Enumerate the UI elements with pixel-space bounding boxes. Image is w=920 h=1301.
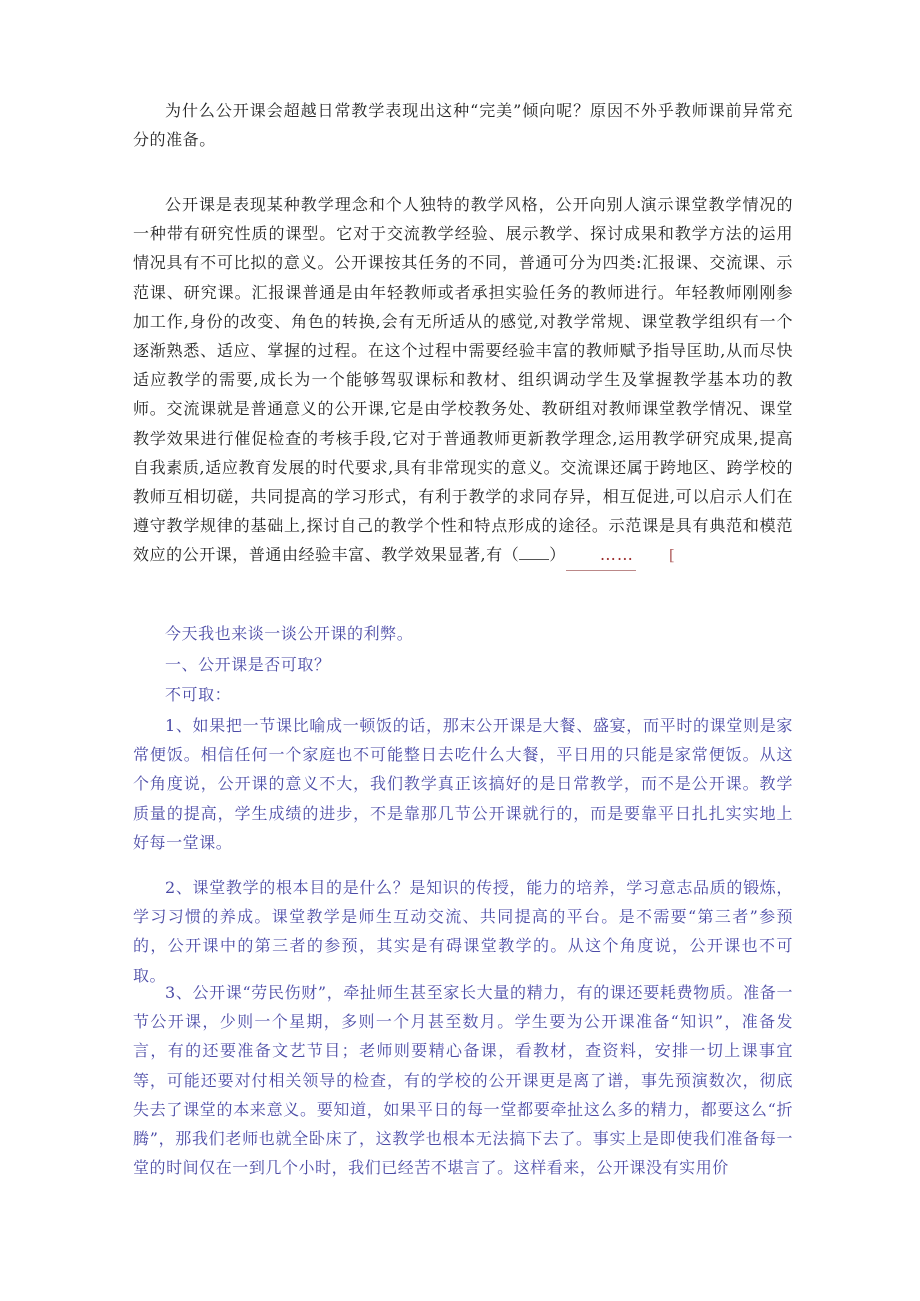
paragraph-point-1: 1、如果把一节课比喻成一顿饭的话，那末公开课是大餐、盛宴，而平时的课堂则是家常便饭。相信任何一个家庭也不可能整日去吃什么大餐，平日用的只能是家常便饭。从这个角度说，公开课的意义不大，我们教学真正该搞好的是日常教学，而不是公开课。教学质量的提高，学生成绩的进步，不是靠那几节公开课就行的，而是要靠平日扎扎实实地上好每一堂课。 (133, 716, 793, 852)
close-paren: ） (549, 545, 566, 565)
heading-section-one: 一、公开课是否可取？ (165, 655, 331, 674)
paragraph-point-2: 2、课堂教学的根本目的是什么？是知识的传授，能力的培养，学习意志品质的锻炼，学习习惯的养成。课堂教学是师生互动交流、共同提高的平台。是不需要“第三者”参预的，公开课中的第三者的参预，其实是有碍课堂教学的。从这个角度说，公开课也不可取。 (133, 878, 793, 985)
truncated-ellipsis-link[interactable]: …… (566, 540, 636, 570)
subheading-not-advisable: 不可取： (165, 685, 232, 704)
revision-bracket-icon: [ (668, 546, 676, 565)
paragraph-intro-question: 为什么公开课会超越日常教学表现出这种“完美”倾向呢？原因不外乎教师课前异常充分的准备。 (133, 101, 793, 150)
paragraph-open-class-definition (133, 190, 793, 571)
paragraph-topic-intro: 今天我也来谈一谈公开课的利弊。 (165, 624, 414, 643)
blank-gap (519, 559, 549, 560)
paragraph-point-3: 3、公开课“劳民伤财”，牵扯师生甚至家长大量的精力，有的课还要耗费物质。准备一节公开课，少则一个星期，多则一个月甚至数月。学生要为公开课准备“知识”，准备发言，有的还要准备文艺节目；老师则要精心备课，看教材，查资料，安排一切上课事宜等，可能还要对付相关领导的检查，有的学校的公开课更是离了谱，事先预演数次，彻底失去了课堂的本来意义。要知道，如果平日的每一堂都要牵扯这么多的精力，都要这么“折腾”，那我们老师也就全卧床了，这教学也根本无法搞下去了。事实上是即使我们准备每一堂的时间仅在一到几个小时，我们已经苦不堪言了。这样看来，公开课没有实用价 (133, 983, 793, 1178)
paragraph-open-class-definition-text: 公开课是表现某种教学理念和个人独特的教学风格，公开向别人演示课堂教学情况的一种带有研究性质的课型。它对于交流教学经验、展示教学、探讨成果和教学方法的运用情况具有不可比拟的意义。公开课按其任务的不同，普通可分为四类:汇报课、交流课、示范课、研究课。汇报课普通是由年轻教师或者承担实验任务的教师进行。年轻教师刚刚参加工作,身份的改变、角色的转换,会有无所适从的感觉,对教学常规、课堂教学组织有一个逐渐熟悉、适应、掌握的过程。在这个过程中需要经验丰富的教师赋予指导匡助,从而尽快适应教学的需要,成长为一个能够驾驭课标和教材、组织调动学生及掌握教学基本功的教师。交流课就是普通意义的公开课,它是由学校教务处、教研组对教师课堂教学情况、课堂教学效果进行催促检查的考核手段,它对于普通教师更新教学理念,运用教学研究成果,提高自我素质,适应教育发展的时代要求,具有非常现实的意义。交流课还属于跨地区、跨学校的教师互相切磋，共同提高的学习形式，有利于教学的求同存异，相互促进,可以启示人们在遵守教学规律的基础上,探讨自己的教学个性和特点形成的途径。示范课是具有典范和模范效应的公开课，普通由经验丰富、教学效果显著,有（ (133, 195, 793, 565)
